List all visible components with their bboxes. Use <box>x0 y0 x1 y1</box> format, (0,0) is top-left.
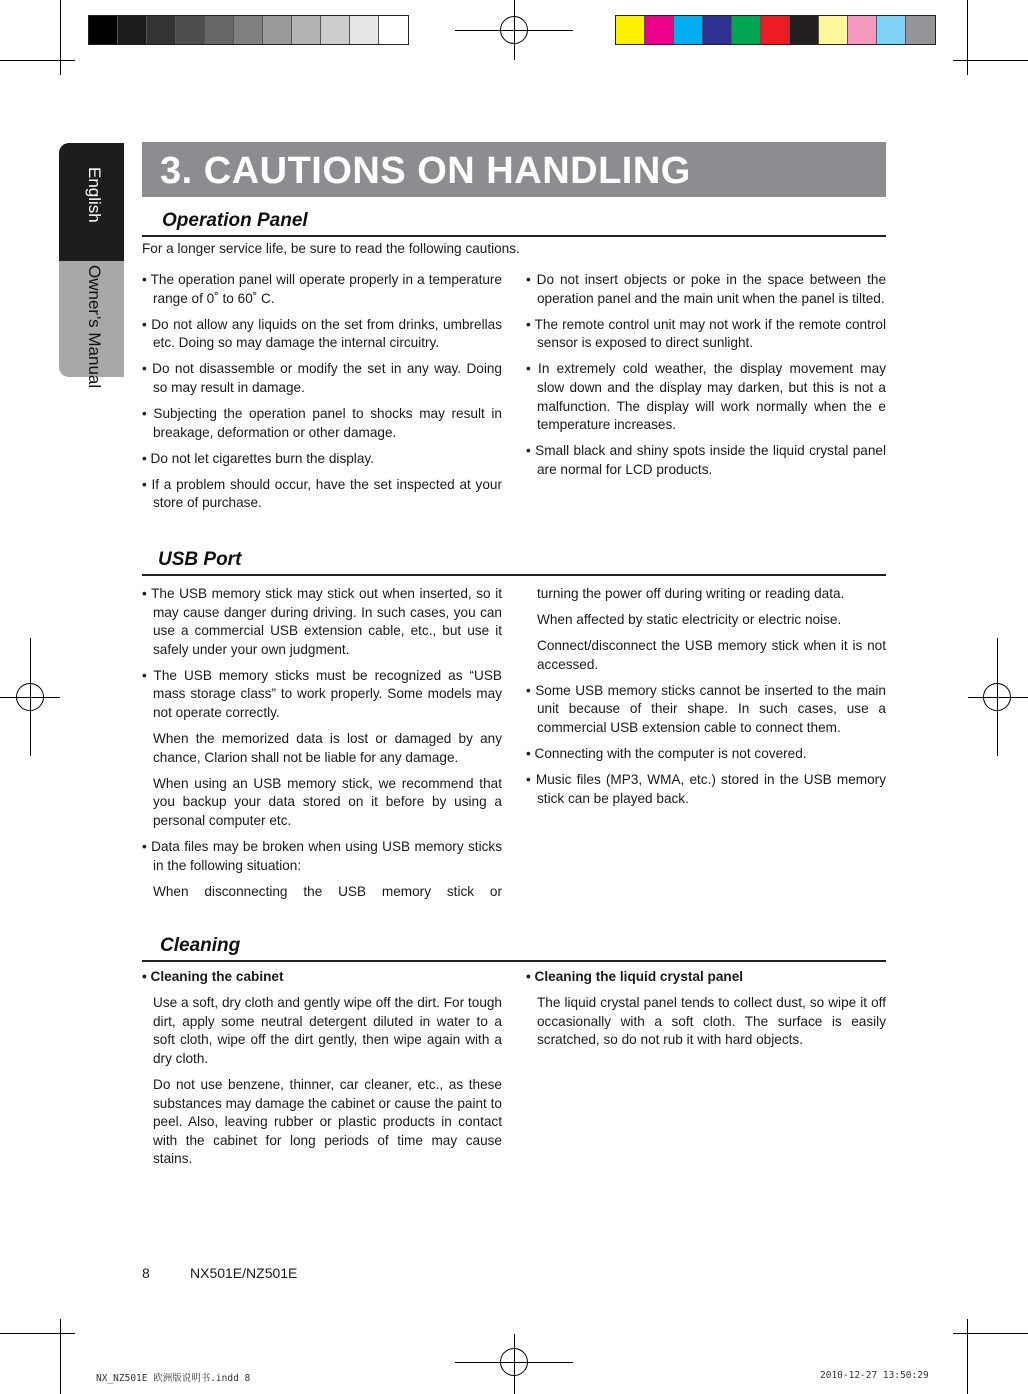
slug-filename: NX_NZ501E 欧洲版说明书.indd 8 <box>96 1373 251 1384</box>
bullet: • <box>142 969 151 984</box>
cleaning-cabinet-title <box>142 968 502 987</box>
manual-tab-label: Owner’s Manual <box>85 265 104 389</box>
caution-item: • If a problem should occur, have the set inspected at your store of purchase. <box>142 476 502 511</box>
color-swatch <box>616 16 645 44</box>
cleaning-note: The liquid crystal panel tends to collect dust, so wipe it off occasionally with a soft cloth. The surface is easily scratched, so do not rub it with hard objects. <box>537 995 886 1048</box>
color-swatch <box>877 16 906 44</box>
usb-item: • Connecting with the computer is not covered. <box>526 746 807 762</box>
color-swatch <box>379 16 408 44</box>
color-swatch <box>234 16 263 44</box>
usb-item: • Some USB memory sticks cannot be inserted to the main unit because of their shape. In such cases, use a commercial USB extension cable to connect them. <box>526 682 886 736</box>
caution-item: • Do not let cigarettes burn the display. <box>142 450 374 466</box>
grayscale-color-bar <box>88 15 409 45</box>
color-swatch <box>848 16 877 44</box>
color-swatch <box>118 16 147 44</box>
cleaning-right-column <box>526 968 886 1057</box>
caution-item: • Small black and shiny spots inside the liquid crystal panel are normal for LCD products. <box>526 443 886 477</box>
color-swatch <box>674 16 703 44</box>
caution-item: • The operation panel will operate properly in a temperature range of 0˚ to 60˚ C. <box>142 272 502 306</box>
usb-note: turning the power off during writing or reading data. <box>537 586 845 601</box>
section-rule <box>142 960 886 962</box>
section-rule <box>142 574 886 576</box>
color-swatch <box>761 16 790 44</box>
section-heading-cleaning: Cleaning <box>160 935 241 956</box>
caution-item: • Do not disassemble or modify the set in any way. Doing so may result in damage. <box>142 361 502 395</box>
caution-item: • Do not insert objects or poke in the space between the operation panel and the main unit when the panel is tilted. <box>526 272 886 306</box>
cleaning-note: Use a soft, dry cloth and gently wipe off the dirt. For tough dirt, apply some neutral detergent diluted in water to a soft cloth, wipe off the dirt gently, then wipe again with a dry cloth. <box>153 995 502 1066</box>
operation-panel-right-column <box>526 271 886 487</box>
operation-panel-left-column <box>142 271 502 521</box>
language-tab-label: English <box>85 167 104 223</box>
cleaning-lcd-title-text: Cleaning the liquid crystal panel <box>534 969 744 984</box>
color-swatch <box>645 16 674 44</box>
color-swatch <box>703 16 732 44</box>
page-number: 8 <box>142 1265 150 1281</box>
usb-note: When using an USB memory stick, we recommend that you backup your data stored on it before by using a personal computer etc. <box>153 775 502 829</box>
usb-item: • The USB memory stick may stick out when inserted, so it may cause danger during driving. In such cases, you can use a commercial USB extension cable, etc., but use it safely under your own judgment. <box>142 586 502 657</box>
manual-tab <box>59 261 124 389</box>
section-heading-usb-port: USB Port <box>158 549 242 570</box>
color-swatch <box>176 16 205 44</box>
caution-item: • Do not allow any liquids on the set from drinks, umbrellas etc. Doing so may damage the internal circuitry. <box>142 316 502 351</box>
color-swatch <box>790 16 819 44</box>
usb-port-right-column <box>526 585 886 816</box>
usb-note: When affected by static electricity or electric noise. <box>537 612 842 628</box>
color-swatch <box>263 16 292 44</box>
caution-item: • The remote control unit may not work if the remote control sensor is exposed to direct sunlight. <box>526 316 886 351</box>
usb-note: Connect/disconnect the USB memory stick when it is not accessed. <box>537 638 886 672</box>
slug-timestamp: 2010-12-27 13:50:29 <box>820 1370 929 1381</box>
usb-port-left-column <box>142 585 502 909</box>
usb-note: When disconnecting the USB memory stick or <box>153 883 502 899</box>
color-swatch <box>89 16 118 44</box>
cleaning-cabinet-title-text: Cleaning the cabinet <box>150 969 284 984</box>
section-rule <box>142 235 886 237</box>
color-swatch <box>292 16 321 44</box>
usb-item: • Data files may be broken when using USB memory sticks in the following situation: <box>142 839 502 873</box>
process-color-bar <box>615 15 936 45</box>
caution-item: • Subjecting the operation panel to shocks may result in breakage, deformation or other damage. <box>142 406 502 440</box>
page-title-bar <box>142 142 886 197</box>
color-swatch <box>321 16 350 44</box>
cleaning-left-column <box>142 968 502 1176</box>
color-swatch <box>819 16 848 44</box>
operation-panel-intro: For a longer service life, be sure to read the following cautions. <box>142 241 520 256</box>
section-heading-operation-panel: Operation Panel <box>162 210 308 231</box>
page-title: 3. CAUTIONS ON HANDLING <box>160 150 691 192</box>
caution-item: • In extremely cold weather, the display movement may slow down and the display may darken, but this is not a malfunction. The display will work normally when the e temperature increases. <box>526 361 886 433</box>
cleaning-lcd-title <box>526 968 886 987</box>
color-swatch <box>350 16 379 44</box>
color-swatch <box>205 16 234 44</box>
bullet: • <box>526 969 535 984</box>
model-name: NX501E/NZ501E <box>190 1265 298 1281</box>
usb-note: When the memorized data is lost or damaged by any chance, Clarion shall not be liable for any damage. <box>153 731 502 765</box>
color-swatch <box>732 16 761 44</box>
language-tab <box>59 143 124 261</box>
cleaning-note: Do not use benzene, thinner, car cleaner, etc., as these substances may damage the cabinet or cause the paint to peel. Also, leaving rubber or plastic products in contact with the cabinet for long periods of time may cause stains. <box>153 1076 502 1167</box>
color-swatch <box>147 16 176 44</box>
color-swatch <box>906 16 935 44</box>
usb-item: • Music files (MP3, WMA, etc.) stored in the USB memory stick can be played back. <box>526 772 886 806</box>
usb-item: • The USB memory sticks must be recognized as “USB mass storage class” to work properly. Some models may not operate correctly. <box>142 667 502 721</box>
